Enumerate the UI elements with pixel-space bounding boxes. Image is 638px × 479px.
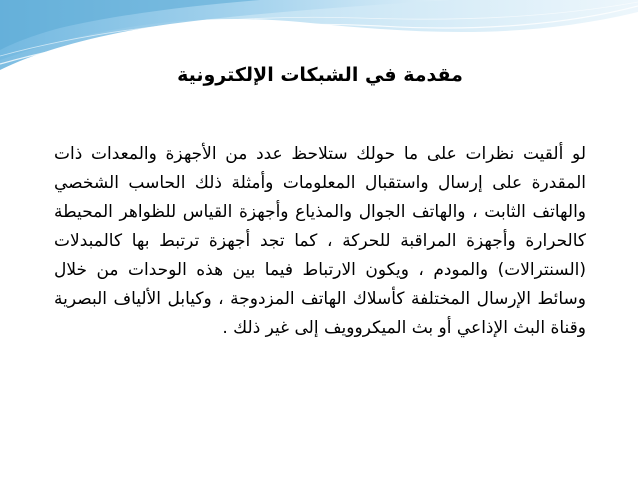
- slide-body-paragraph: لو ألقيت نظرات على ما حولك ستلاحظ عدد من الأجهزة والمعدات ذات المقدرة على إرسال واستقبال المعلومات وأمثلة ذلك الحاسب الشخصي والهاتف الثابت ، والهاتف الجوال والمذياع وأجهزة القياس للظواهر المحيطة كالحرارة وأجهزة المراقبة للحركة ، كما تجد أجهزة ترتبط بها كالمبدلات (السنترالات) والمودم ، ويكون الارتباط فيما بين هذه الوحدات من خلال وسائط الإرسال المختلفة كأسلاك الهاتف المزدوجة ، وكيابل الألياف البصرية وقناة البث الإذاعي أو بث الميكروويف إلى غير ذلك .: [54, 144, 586, 338]
- slide-title: مقدمة في الشبكات الإلكترونية: [177, 64, 463, 86]
